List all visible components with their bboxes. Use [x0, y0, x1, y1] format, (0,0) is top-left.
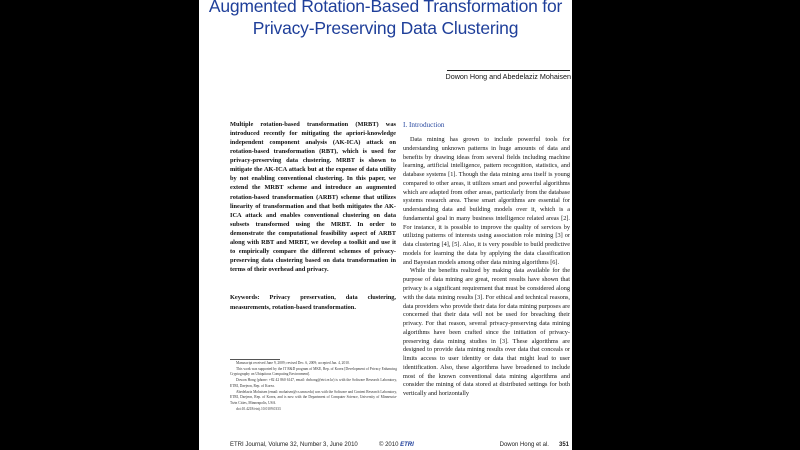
footnote-author-mohaisen: Abedelaziz Mohaisen (email: mohaisen@cs.umn.edu) was with the Software and Content Research Laboratory, ETRI, Daejeon, Rep. of Korea, and is now with the Department of Computer Science, University of Minnesota-Twin Cities, Minneapolis, USA. — [230, 389, 397, 405]
footer-copyright — [379, 442, 414, 448]
title-line-2: Privacy-Preserving Data Clustering — [252, 18, 519, 38]
title-line-1: Augmented Rotation-Based Transformation for — [208, 0, 563, 16]
footnote-rule — [230, 359, 280, 360]
footnotes — [230, 361, 397, 412]
footnote-received: Manuscript received June 9, 2009; revised Dec. 6, 2009; accepted Jan. 4, 2010. — [236, 361, 350, 365]
footer-journal: ETRI Journal, Volume 32, Number 3, June 2010 — [230, 442, 358, 448]
paper-page — [199, 0, 572, 450]
section-heading-introduction: I. Introduction — [403, 121, 445, 129]
author-rule — [447, 70, 570, 71]
footnote-author-hong: Dowon Hong (phone: +82 42 860 6147, email: dwhong@etri.re.kr) is with the Software Research Laboratory, ETRI, Daejeon, Rep. of Korea. — [230, 378, 397, 388]
body-paragraph: Data mining has grown to include powerful tools for understanding unknown patterns in huge amounts of data and benefits by drawing ideas from several fields including machine learning, artificial intelligence, pattern recognition, statistics, and database systems [1]. Though the data mining area itself is young compared to other areas, it utilizes smart and powerful algorithms which are adapted from other areas, particularly from the database systems research area. These smart algorithms are essential for understanding data and building models over it, which is a fundamental goal in many business intelligence related areas [2]. For instance, it is possible to improve the quality of services by utilizing patterns of interests using association role mining [3] or data clustering [4], [5]. Also, it is very possible to build predictive models for learning the data by applying the data classification and Bayesian models among other data mining algorithms [6]. — [403, 136, 570, 266]
footer-running-head — [500, 442, 569, 448]
author-names: Dowon Hong and Abedelaziz Mohaisen — [445, 72, 571, 81]
etri-logo: ETRI — [400, 442, 414, 448]
introduction-body — [403, 136, 570, 399]
footnote-funding: This work was supported by the IT R&D program of MKE, Rep. of Korea [Development of Privacy Enhancing Cryptography on Ubiquitous Computing Environment]. — [230, 366, 397, 377]
copyright-text: © 2010 — [379, 442, 399, 448]
abstract: Multiple rotation-based transformation (MRBT) was introduced recently for mitigating the apriori-knowledge independent component analysis (AK-ICA) attack on rotation-based transformation (RBT), which is used for privacy-preserving data clustering. MRBT is shown to mitigate the AK-ICA attack but at the expense of data utility by not enabling conventional clustering. In this paper, we extend the MRBT scheme and introduce an augmented rotation-based transformation (ARBT) scheme that utilizes linearity of transformation and that both mitigates the AK-ICA attack and enables conventional clustering on data subsets transformed using the MRBT. In order to demonstrate the computational feasibility aspect of ARBT along with RBT and MRBT, we develop a toolkit and use it to empirically compare the different schemes of privacy-preserving data clustering based on data transformation in terms of their overhead and privacy. — [230, 121, 396, 273]
running-head: Dowon Hong et al. — [499, 442, 549, 448]
page-number: 351 — [558, 442, 569, 448]
keywords: Keywords: Privacy preservation, data clustering, measurements, rotation-based transformation. — [230, 294, 396, 311]
body-paragraph: While the benefits realized by making data available for the purpose of data mining are great, recent results have shown that privacy is a significant requirement that must be considered along with the data mining results [3]. For ethical and technical reasons, data providers who provide their data for data mining purposes are concerned that their data will not be used for breaching their privacy. For that reason, several privacy-preserving data mining algorithms have been crafted since the initiation of privacy-preserving data mining studies in [3]. These algorithms are designed to provide data mining results over data that conceals or limits access to user identity or data that might lead to user identification. Also, these algorithms have broadened to include most of the known conventional data mining algorithms and consider the mining of data stored at distributed settings for both vertically and horizontally — [403, 267, 570, 398]
footnote-doi: doi:10.4218/etrij.10.0109.0333 — [236, 406, 281, 411]
